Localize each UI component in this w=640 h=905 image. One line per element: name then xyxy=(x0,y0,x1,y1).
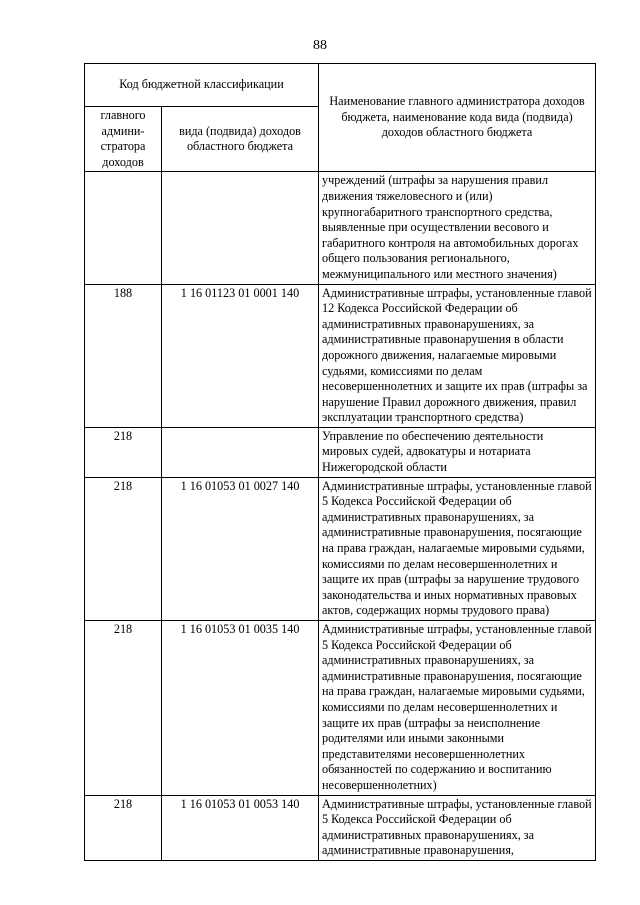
header-main-admin: главного админи-стратора доходов xyxy=(85,107,162,172)
cell-admin-code xyxy=(85,172,162,284)
header-income-kind: вида (подвида) доходов областного бюджета xyxy=(162,107,319,172)
cell-name: Административные штрафы, установленные главой 5 Кодекса Российской Федерации об административных правонарушениях, за административные правонарушения, посягающие на права граждан, налагаемые мировыми судьями, комиссиями по делам несовершеннолетних и защите их прав (штрафы за неисполнение родителями или иными законными представителями несовершеннолетних обязанностей по содержанию и воспитанию несовершеннолетних) xyxy=(319,621,596,796)
cell-income-code: 1 16 01053 01 0027 140 xyxy=(162,477,319,620)
cell-name: Административные штрафы, установленные главой 5 Кодекса Российской Федерации об административных правонарушениях, за административные правонарушения, xyxy=(319,795,596,860)
cell-admin-code: 218 xyxy=(85,621,162,796)
budget-classification-table xyxy=(84,63,596,861)
table-row xyxy=(85,172,596,284)
cell-income-code: 1 16 01123 01 0001 140 xyxy=(162,284,319,427)
header-budget-code-group: Код бюджетной классификации xyxy=(85,64,319,107)
cell-name: Административные штрафы, установленные главой 12 Кодекса Российской Федерации об административных правонарушениях, за административные правонарушения в области дорожного движения, налагаемые мировыми судьями, комиссиями по делам несовершеннолетних и защите их прав (штрафы за нарушение Правил дорожного движения, правил эксплуатации транспортного средства) xyxy=(319,284,596,427)
cell-income-code: 1 16 01053 01 0053 140 xyxy=(162,795,319,860)
cell-income-code: 1 16 01053 01 0035 140 xyxy=(162,621,319,796)
cell-admin-code: 218 xyxy=(85,795,162,860)
cell-name: Административные штрафы, установленные главой 5 Кодекса Российской Федерации об административных правонарушениях, за административные правонарушения, посягающие на права граждан, налагаемые мировыми судьями, комиссиями по делам несовершеннолетних и защите их прав (штрафы за нарушение трудового законодательства и иных нормативных правовых актов, содержащих нормы трудового права) xyxy=(319,477,596,620)
header-admin-name: Наименование главного администратора доходов бюджета, наименование кода вида (подвида) доходов областного бюджета xyxy=(319,64,596,172)
cell-admin-code: 218 xyxy=(85,477,162,620)
table-row xyxy=(85,284,596,427)
cell-name: Управление по обеспечению деятельности мировых судей, адвокатуры и нотариата Нижегородской области xyxy=(319,427,596,477)
table-row xyxy=(85,427,596,477)
table-row xyxy=(85,621,596,796)
table-row xyxy=(85,795,596,860)
cell-income-code xyxy=(162,172,319,284)
page-number: 88 xyxy=(313,38,327,53)
table-row xyxy=(85,477,596,620)
cell-admin-code: 218 xyxy=(85,427,162,477)
cell-income-code xyxy=(162,427,319,477)
cell-admin-code: 188 xyxy=(85,284,162,427)
cell-name: учреждений (штрафы за нарушения правил движения тяжеловесного и (или) крупногабаритного транспортного средства, выявленные при осуществлении весового и габаритного контроля на автомобильных дорогах общего пользования регионального, межмуниципального или местного значения) xyxy=(319,172,596,284)
